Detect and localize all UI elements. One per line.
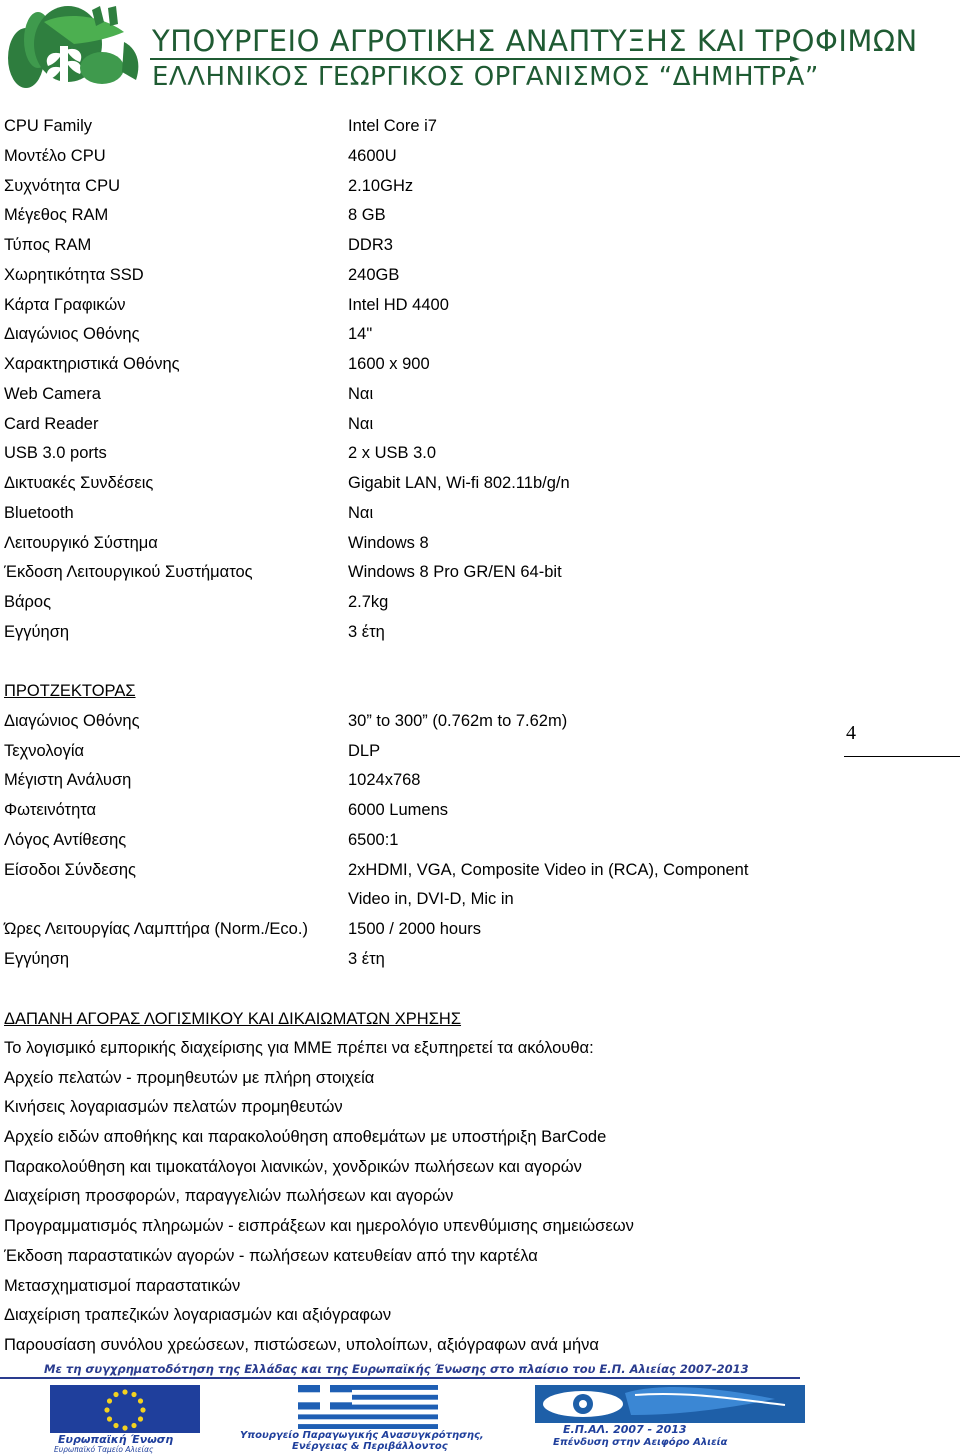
epal-caption: Επένδυση στην Αειφόρο Αλιεία [553,1437,728,1448]
eu-flag-icon [50,1385,200,1433]
spec-label: Φωτεινότητα [4,801,97,819]
software-section [4,1004,804,1361]
software-line: Διαχείριση προσφορών, παραγγελιών πωλήσεων και αγορών [4,1187,454,1206]
ministry-caption: Υπουργείο Παραγωγικής Ανασυγκρότησης, [240,1430,484,1441]
spec-value: 1500 / 2000 hours [348,920,482,938]
software-line: Αρχείο ειδών αποθήκης και παρακολούθηση αποθεμάτων με υποστήριξη BarCode [4,1128,607,1147]
spec-label: Λειτουργικό Σύστημα [4,533,158,552]
spec-value: Ναι [348,503,374,522]
spec-value: DDR3 [348,236,393,254]
eu-caption: Ευρωπαϊκή Ένωση [58,1433,174,1446]
epal-title: Ε.Π.ΑΛ. 2007 - 2013 [563,1423,687,1436]
ministry-caption-2: Ενέργειας & Περιβάλλοντος [292,1441,448,1452]
spec-row [4,201,804,231]
spec-label: Εγγύηση [4,622,70,641]
spec-label: Βάρος [4,593,52,611]
spec-row [4,618,804,648]
fish-eye-logo-icon [535,1385,805,1423]
spec-row [4,945,804,975]
spec-value: 1600 x 900 [348,355,430,373]
spec-label: Χωρητικότητα SSD [4,265,144,284]
spec-value: 30” to 300” (0.762m to 7.62m) [348,711,568,730]
spec-row [4,737,804,767]
spec-row [4,350,804,380]
spec-value: Gigabit LAN, Wi-fi 802.11b/g/n [348,474,570,492]
spec-label: Ώρες Λειτουργίας Λαμπτήρα (Norm./Eco.) [4,920,308,938]
spec-value: 1024x768 [348,771,421,790]
software-line: Αρχείο πελατών - προμηθευτών με πλήρη στοιχεία [4,1068,375,1087]
spec-value: Intel HD 4400 [348,295,449,314]
spec-value: Ναι [348,384,374,403]
spec-value: 3 έτη [348,949,385,968]
spec-row [4,112,804,142]
spec-value: 2.7kg [348,593,389,611]
ministry-title: ΥΠΟΥΡΓΕΙΟ ΑΓΡΟΤΙΚΗΣ ΑΝΑΠΤΥΞΗΣ ΚΑΙ ΤΡΟΦΙΜΩΝ [152,24,918,58]
spec-label: USB 3.0 ports [4,444,107,463]
spec-row [4,915,804,945]
spec-label: Card Reader [4,414,99,433]
spec-label: Τεχνολογία [4,741,85,760]
spec-label: Είσοδοι Σύνδεσης [4,860,136,879]
spec-label: Web Camera [4,384,101,403]
spec-value: 8 GB [348,206,386,225]
spec-value: Ναι [348,414,374,433]
footer-divider [0,1377,800,1379]
spec-label: Δικτυακές Συνδέσεις [4,474,154,492]
spec-label: Bluetooth [4,503,74,522]
funding-statement: Με τη συγχρηματοδότηση της Ελλάδας και της Ευρωπαϊκής Ένωσης στο πλαίσιο του Ε.Π. Αλιείας 2007-2013 [44,1362,749,1376]
spec-row [4,529,804,559]
spec-row [4,261,804,291]
spec-label: Εγγύηση [4,949,70,968]
spec-value: DLP [348,741,381,760]
spec-row [4,320,804,350]
eu-logo [50,1385,200,1453]
spec-row [4,499,804,529]
spec-value: 6000 Lumens [348,801,448,819]
greek-flag-icon [298,1385,438,1429]
spec-label: Μέγιστη Ανάλυση [4,771,132,790]
spec-value: 3 έτη [348,622,385,641]
spec-row [4,796,804,826]
demeter-leaf-logo-icon [4,2,146,92]
spec-row [4,469,804,499]
spec-row [4,558,804,588]
greek-ministry-logo [240,1385,500,1453]
spec-value: 14" [348,325,373,344]
spec-row [4,856,804,916]
page-number: 4 [846,722,856,744]
software-line: Κινήσεις λογαριασμών πελατών προμηθευτών [4,1098,343,1117]
spec-row [4,291,804,321]
spec-row [4,707,804,737]
spec-value: 2.10GHz [348,176,414,195]
spec-row [4,766,804,796]
software-line: Διαχείριση τραπεζικών λογαριασμών και αξιόγραφων [4,1306,392,1325]
spec-value: 4600U [348,146,397,165]
eu-fund-caption: Ευρωπαϊκό Ταμείο Αλιείας [54,1445,154,1454]
spec-value: Windows 8 [348,533,429,552]
projector-title: ΠΡΟΤΖΕΚΤΟΡΑΣ [4,682,136,700]
spec-value: 2 x USB 3.0 [348,444,437,463]
epal-logo [535,1385,805,1453]
organisation-title: ΕΛΛΗΝΙΚΟΣ ΓΕΩΡΓΙΚΟΣ ΟΡΓΑΝΙΣΜΟΣ “ΔΗΜΗΤΡΑ” [152,62,819,92]
spec-row [4,826,804,856]
spec-row [4,439,804,469]
spec-value: 240GB [348,265,400,284]
software-line: Παρακολούθηση και τιμοκατάλογοι λιανικών, χονδρικών πωλήσεων και αγορών [4,1157,582,1176]
projector-spec-table [4,677,804,975]
spec-label: Κάρτα Γραφικών [4,295,126,314]
spec-row [4,231,804,261]
spec-row [4,380,804,410]
spec-label: Συχνότητα CPU [4,176,121,195]
spec-value: 2xHDMI, VGA, Composite Video in (RCA), Component Video in, DVI-D, Mic in [348,860,749,909]
laptop-spec-table [4,112,804,648]
spec-row [4,588,804,618]
spec-label: Χαρακτηριστικά Οθόνης [4,355,180,373]
spec-label: Διαγώνιος Οθόνης [4,711,140,730]
software-line: Το λογισμικό εμπορικής διαχείρισης για ΜΜΕ πρέπει να εξυπηρετεί τα ακόλουθα: [4,1039,594,1057]
page-number-rule [844,756,960,757]
spec-label: Λόγος Αντίθεσης [4,830,127,849]
spec-row [4,142,804,172]
spec-label: CPU Family [4,117,93,135]
software-title: ΔΑΠΑΝΗ ΑΓΟΡΑΣ ΛΟΓΙΣΜΙΚΟΥ ΚΑΙ ΔΙΚΑΙΩΜΑΤΩΝ ΧΡΗΣΗΣ [4,1010,462,1028]
software-line: Προγραμματισμός πληρωμών - εισπράξεων και ημερολόγιο υπενθύμισης σημειώσεων [4,1217,634,1236]
spec-row [4,172,804,202]
spec-label: Τύπος RAM [4,236,92,254]
letterhead [0,0,960,100]
spec-value: Intel Core i7 [348,117,437,135]
spec-label: Μέγεθος RAM [4,206,109,225]
spec-label: Διαγώνιος Οθόνης [4,325,140,344]
software-line: Παρουσίαση συνόλου χρεώσεων, πιστώσεων, υπολοίπων, αξιόγραφων ανά μήνα [4,1335,599,1354]
spec-value: Windows 8 Pro GR/EN 64-bit [348,563,562,582]
software-line: Μετασχηματισμοί παραστατικών [4,1276,241,1295]
software-line: Έκδοση παραστατικών αγορών - πωλήσεων κατευθείαν από την καρτέλα [4,1246,538,1265]
spec-label: Μοντέλο CPU [4,146,106,165]
spec-row [4,410,804,440]
spec-label: Έκδοση Λειτουργικού Συστήματος [4,563,253,582]
spec-value: 6500:1 [348,830,399,849]
